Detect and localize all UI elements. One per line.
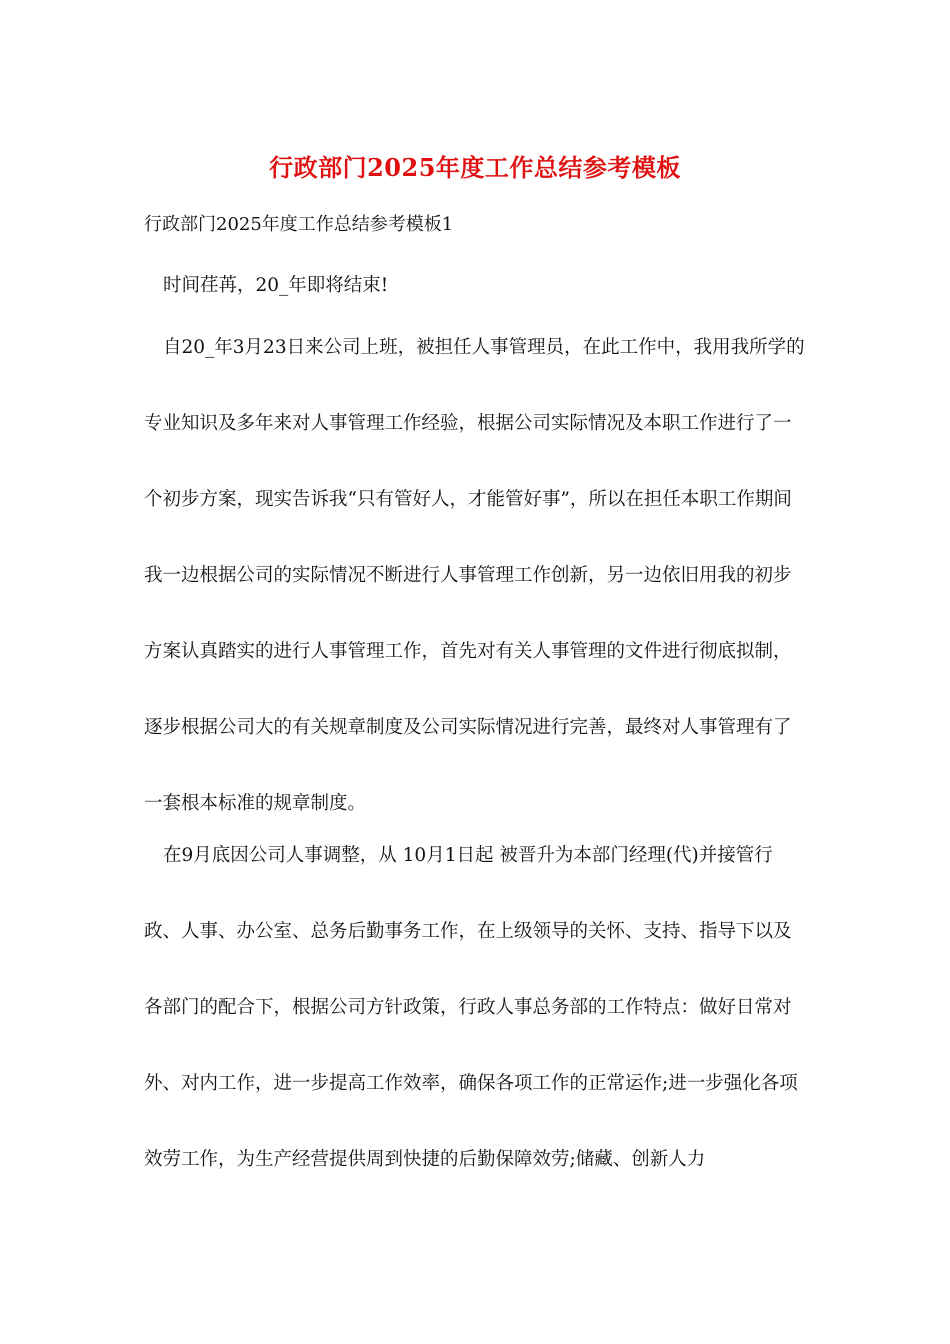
document-subtitle: 行政部门2025年度工作总结参考模板1 [144,214,454,235]
paragraph-opening: 时间荏苒，20_年即将结束! [163,275,389,296]
document-title: 行政部门2025年度工作总结参考模板 [269,153,681,182]
paragraph-hr-work: 自20_年3月23日来公司上班，被担任人事管理员，在此工作中，我用我所学的专业知识及多年来对人事管理工作经验，根据公司实际情况及本职工作进行了一个初步方案，现实告诉我“只有管好人，才能管好事”，所以在担任本职工作期间我一边根据公司的实际情况不断进行人事管理工作创新，另一边依旧用我的初步方案认真踏实的进行人事管理工作，首先对有关人事管理的文件进行彻底拟制，逐步根据公司大的有关规章制度及公司实际情况进行完善，最终对人事管理有了一套根本标准的规章制度。 [144,337,805,814]
paragraph-promotion: 在9月底因公司人事调整，从 10月1日起 被晋升为本部门经理(代)并接管行政、人事、办公室、总务后勤事务工作，在上级领导的关怀、支持、指导下以及各部门的配合下，根据公司方针政策，行政人事总务部的工作特点：做好日常对外、对内工作，进一步提高工作效率，确保各项工作的正常运作;进一步强化各项效劳工作，为生产经营提供周到快捷的后勤保障效劳;储藏、创新人力 [144,845,798,1170]
